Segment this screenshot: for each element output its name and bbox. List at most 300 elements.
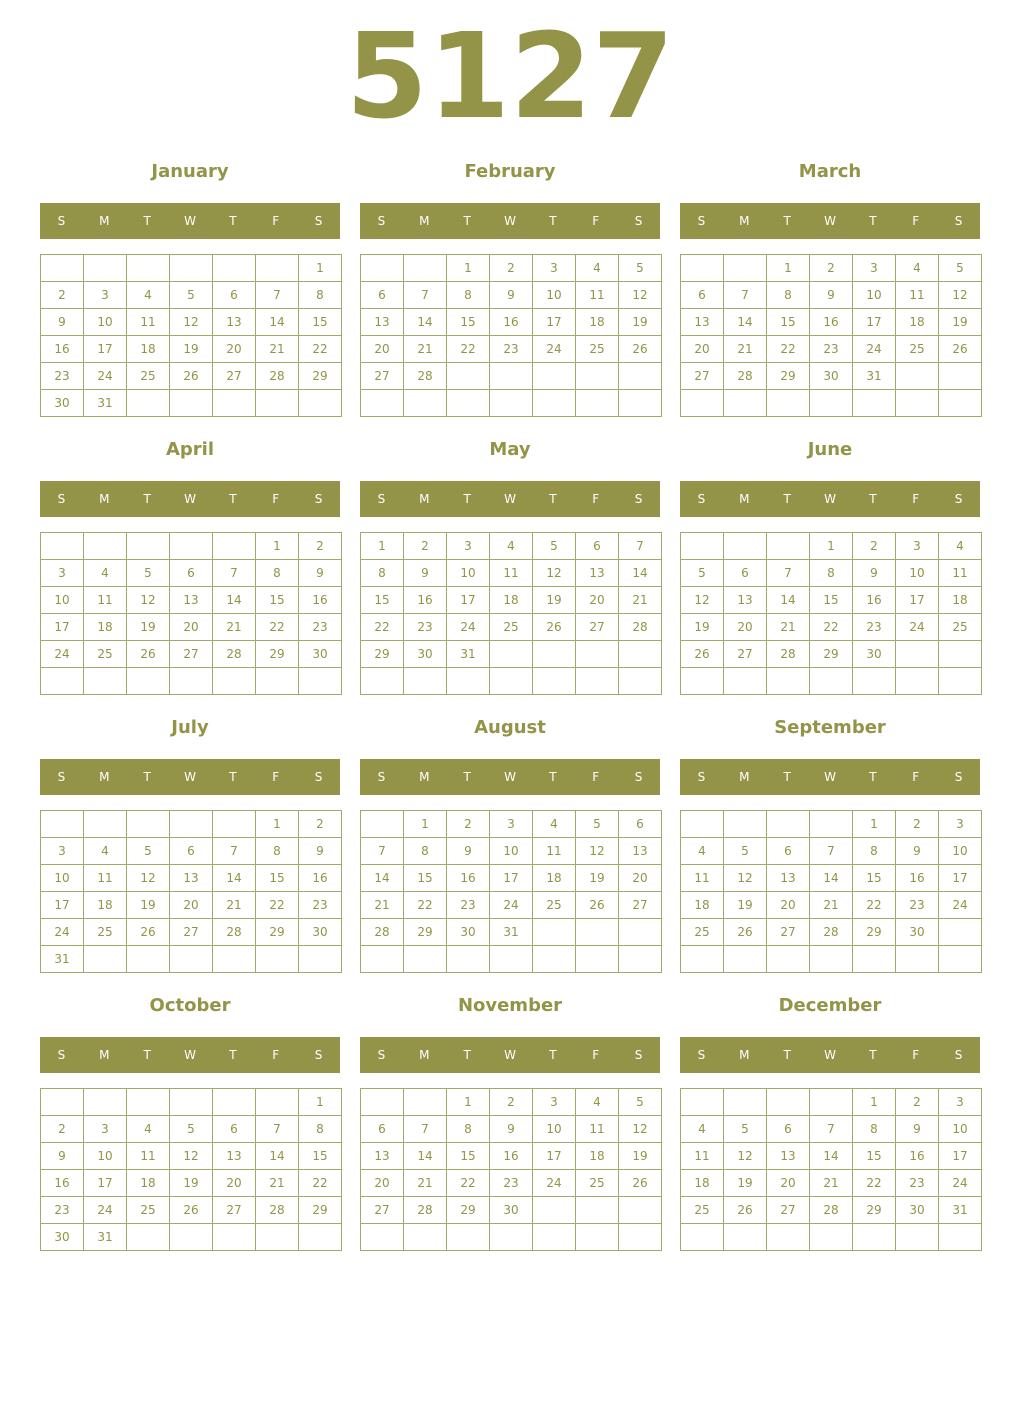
- empty-cell: [256, 1224, 299, 1251]
- day-cell: 18: [127, 336, 170, 363]
- day-cell: 23: [447, 892, 490, 919]
- month-name: October: [149, 995, 231, 1016]
- empty-cell: [767, 946, 810, 973]
- day-cell: 22: [256, 614, 299, 641]
- week-row: [41, 1116, 342, 1143]
- day-cell: 16: [41, 336, 84, 363]
- day-cell: 3: [41, 838, 84, 865]
- day-cell: 25: [127, 1197, 170, 1224]
- empty-cell: [213, 255, 256, 282]
- day-cell: 26: [619, 336, 662, 363]
- day-cell: 10: [84, 309, 127, 336]
- empty-cell: [213, 533, 256, 560]
- day-cell: 25: [576, 336, 619, 363]
- day-cell: 19: [939, 309, 982, 336]
- day-cell: 11: [681, 1143, 724, 1170]
- day-grid: [360, 532, 662, 695]
- weekday-header: [40, 1037, 340, 1073]
- empty-cell: [939, 919, 982, 946]
- day-cell: 28: [256, 1197, 299, 1224]
- empty-cell: [447, 668, 490, 695]
- day-cell: 27: [170, 641, 213, 668]
- weekday-label: S: [57, 770, 66, 784]
- weekday-header: [40, 759, 340, 795]
- week-row: [681, 946, 982, 973]
- day-cell: 25: [939, 614, 982, 641]
- day-cell: 17: [896, 587, 939, 614]
- weekday-label: M: [739, 214, 750, 228]
- day-cell: 2: [299, 811, 342, 838]
- empty-cell: [447, 1224, 490, 1251]
- day-cell: 6: [619, 811, 662, 838]
- day-cell: 22: [853, 892, 896, 919]
- month-name: February: [464, 161, 556, 182]
- week-row: [681, 309, 982, 336]
- week-row: [41, 1089, 342, 1116]
- day-cell: 11: [127, 1143, 170, 1170]
- day-grid: [680, 254, 982, 417]
- day-cell: 26: [724, 919, 767, 946]
- day-cell: 15: [361, 587, 404, 614]
- day-cell: 19: [576, 865, 619, 892]
- day-cell: 30: [447, 919, 490, 946]
- empty-cell: [447, 946, 490, 973]
- day-cell: 30: [404, 641, 447, 668]
- empty-cell: [41, 533, 84, 560]
- week-row: [361, 614, 662, 641]
- day-cell: 9: [810, 282, 853, 309]
- empty-cell: [810, 390, 853, 417]
- weekday-label: S: [954, 214, 963, 228]
- day-cell: 17: [853, 309, 896, 336]
- month-name: January: [151, 161, 229, 182]
- day-cell: 10: [533, 282, 576, 309]
- week-row: [681, 892, 982, 919]
- week-row: [681, 1197, 982, 1224]
- day-cell: 1: [256, 811, 299, 838]
- day-cell: 6: [361, 1116, 404, 1143]
- day-cell: 3: [533, 255, 576, 282]
- day-cell: 13: [170, 587, 213, 614]
- weekday-header: [360, 203, 660, 239]
- empty-cell: [170, 390, 213, 417]
- day-cell: 7: [213, 560, 256, 587]
- day-cell: 21: [361, 892, 404, 919]
- day-cell: 26: [170, 363, 213, 390]
- day-cell: 23: [896, 1170, 939, 1197]
- empty-cell: [361, 946, 404, 973]
- day-cell: 2: [810, 255, 853, 282]
- week-row: [361, 838, 662, 865]
- weekday-header: [360, 1037, 660, 1073]
- day-cell: 15: [256, 587, 299, 614]
- day-cell: 15: [853, 1143, 896, 1170]
- week-row: [361, 363, 662, 390]
- day-cell: 24: [490, 892, 533, 919]
- day-cell: 12: [576, 838, 619, 865]
- day-cell: 16: [853, 587, 896, 614]
- day-cell: 6: [576, 533, 619, 560]
- weekday-label: F: [912, 214, 920, 228]
- week-row: [361, 1197, 662, 1224]
- day-cell: 23: [896, 892, 939, 919]
- day-cell: 5: [533, 533, 576, 560]
- weekday-header: [680, 203, 980, 239]
- weekday-label: S: [954, 1048, 963, 1062]
- day-cell: 4: [896, 255, 939, 282]
- day-cell: 26: [939, 336, 982, 363]
- month-name: July: [171, 717, 209, 738]
- week-row: [361, 390, 662, 417]
- day-cell: 12: [724, 1143, 767, 1170]
- day-cell: 24: [84, 363, 127, 390]
- day-cell: 13: [213, 1143, 256, 1170]
- day-cell: 9: [853, 560, 896, 587]
- day-cell: 16: [896, 1143, 939, 1170]
- day-cell: 17: [939, 1143, 982, 1170]
- day-cell: 10: [41, 865, 84, 892]
- day-cell: 19: [724, 1170, 767, 1197]
- month-name: November: [457, 995, 563, 1016]
- empty-cell: [533, 919, 576, 946]
- day-cell: 4: [576, 255, 619, 282]
- weekday-label: T: [869, 214, 877, 228]
- month-name: December: [778, 995, 882, 1016]
- day-cell: 28: [724, 363, 767, 390]
- day-cell: 13: [170, 865, 213, 892]
- day-cell: 29: [447, 1197, 490, 1224]
- weekday-label: M: [739, 492, 750, 506]
- empty-cell: [127, 1089, 170, 1116]
- day-cell: 30: [41, 1224, 84, 1251]
- day-cell: 16: [447, 865, 490, 892]
- empty-cell: [939, 946, 982, 973]
- day-cell: 15: [447, 309, 490, 336]
- weekday-header: [360, 481, 660, 517]
- day-cell: 22: [447, 336, 490, 363]
- day-cell: 4: [490, 533, 533, 560]
- day-cell: 5: [681, 560, 724, 587]
- week-row: [681, 255, 982, 282]
- day-cell: 5: [127, 838, 170, 865]
- day-cell: 20: [361, 1170, 404, 1197]
- week-row: [361, 641, 662, 668]
- empty-cell: [84, 668, 127, 695]
- day-cell: 30: [41, 390, 84, 417]
- day-cell: 12: [127, 865, 170, 892]
- empty-cell: [127, 946, 170, 973]
- day-cell: 29: [767, 363, 810, 390]
- empty-cell: [84, 1089, 127, 1116]
- week-row: [41, 363, 342, 390]
- day-cell: 10: [939, 838, 982, 865]
- day-cell: 1: [853, 1089, 896, 1116]
- weekday-label: W: [504, 770, 516, 784]
- day-cell: 19: [127, 614, 170, 641]
- day-cell: 7: [404, 282, 447, 309]
- day-cell: 21: [213, 892, 256, 919]
- day-cell: 20: [724, 614, 767, 641]
- day-grid: [360, 810, 662, 973]
- weekday-label: T: [869, 492, 877, 506]
- empty-cell: [170, 255, 213, 282]
- weekday-header: [360, 759, 660, 795]
- day-cell: 6: [724, 560, 767, 587]
- week-row: [361, 865, 662, 892]
- empty-cell: [299, 1224, 342, 1251]
- empty-cell: [490, 1224, 533, 1251]
- day-cell: 9: [490, 1116, 533, 1143]
- day-cell: 29: [404, 919, 447, 946]
- week-row: [41, 1170, 342, 1197]
- day-cell: 3: [896, 533, 939, 560]
- weekday-label: T: [229, 1048, 237, 1062]
- empty-cell: [533, 363, 576, 390]
- day-cell: 24: [533, 336, 576, 363]
- day-cell: 7: [361, 838, 404, 865]
- weekday-label: S: [634, 1048, 643, 1062]
- empty-cell: [939, 668, 982, 695]
- weekday-label: T: [869, 770, 877, 784]
- day-cell: 9: [447, 838, 490, 865]
- empty-cell: [404, 255, 447, 282]
- weekday-label: T: [143, 214, 151, 228]
- empty-cell: [256, 255, 299, 282]
- day-cell: 11: [127, 309, 170, 336]
- week-row: [41, 811, 342, 838]
- weekday-label: T: [549, 492, 557, 506]
- day-cell: 14: [404, 309, 447, 336]
- day-grid: [360, 254, 662, 417]
- day-cell: 17: [41, 892, 84, 919]
- day-cell: 19: [170, 1170, 213, 1197]
- empty-cell: [127, 390, 170, 417]
- day-cell: 27: [767, 919, 810, 946]
- empty-cell: [810, 668, 853, 695]
- day-cell: 21: [256, 1170, 299, 1197]
- empty-cell: [533, 1197, 576, 1224]
- day-cell: 14: [619, 560, 662, 587]
- week-row: [361, 892, 662, 919]
- day-cell: 19: [619, 1143, 662, 1170]
- weekday-header: [680, 1037, 980, 1073]
- empty-cell: [724, 1089, 767, 1116]
- day-cell: 26: [533, 614, 576, 641]
- day-cell: 14: [724, 309, 767, 336]
- day-cell: 21: [810, 1170, 853, 1197]
- weekday-header: [40, 481, 340, 517]
- week-row: [41, 533, 342, 560]
- day-cell: 3: [84, 1116, 127, 1143]
- day-cell: 11: [84, 587, 127, 614]
- day-cell: 27: [576, 614, 619, 641]
- day-cell: 1: [853, 811, 896, 838]
- weekday-label: T: [463, 214, 471, 228]
- day-cell: 27: [724, 641, 767, 668]
- day-cell: 20: [170, 614, 213, 641]
- day-cell: 6: [213, 282, 256, 309]
- day-cell: 28: [810, 919, 853, 946]
- day-cell: 24: [41, 641, 84, 668]
- day-cell: 8: [256, 560, 299, 587]
- empty-cell: [256, 1089, 299, 1116]
- week-row: [41, 668, 342, 695]
- day-cell: 29: [853, 919, 896, 946]
- day-cell: 15: [256, 865, 299, 892]
- day-cell: 2: [404, 533, 447, 560]
- day-cell: 24: [939, 892, 982, 919]
- weekday-label: T: [463, 1048, 471, 1062]
- week-row: [681, 614, 982, 641]
- day-cell: 27: [213, 363, 256, 390]
- day-cell: 22: [256, 892, 299, 919]
- day-cell: 14: [767, 587, 810, 614]
- empty-cell: [853, 668, 896, 695]
- week-row: [361, 587, 662, 614]
- day-cell: 24: [447, 614, 490, 641]
- day-cell: 16: [299, 865, 342, 892]
- week-row: [41, 336, 342, 363]
- day-grid: [40, 810, 342, 973]
- weekday-label: S: [314, 214, 323, 228]
- week-row: [681, 919, 982, 946]
- empty-cell: [619, 1197, 662, 1224]
- day-cell: 24: [41, 919, 84, 946]
- weekday-label: S: [634, 770, 643, 784]
- empty-cell: [619, 363, 662, 390]
- empty-cell: [939, 1224, 982, 1251]
- day-grid: [680, 810, 982, 973]
- day-cell: 11: [84, 865, 127, 892]
- day-cell: 8: [447, 1116, 490, 1143]
- week-row: [361, 282, 662, 309]
- empty-cell: [619, 919, 662, 946]
- empty-cell: [619, 641, 662, 668]
- empty-cell: [681, 1089, 724, 1116]
- day-cell: 18: [681, 892, 724, 919]
- weekday-header: [40, 203, 340, 239]
- day-cell: 12: [170, 1143, 213, 1170]
- day-cell: 15: [447, 1143, 490, 1170]
- month-name: April: [165, 439, 215, 460]
- day-cell: 3: [490, 811, 533, 838]
- week-row: [41, 1197, 342, 1224]
- day-cell: 19: [127, 892, 170, 919]
- day-cell: 14: [256, 1143, 299, 1170]
- empty-cell: [84, 946, 127, 973]
- empty-cell: [256, 668, 299, 695]
- empty-cell: [447, 390, 490, 417]
- week-row: [361, 811, 662, 838]
- day-cell: 28: [619, 614, 662, 641]
- day-cell: 10: [853, 282, 896, 309]
- empty-cell: [576, 363, 619, 390]
- empty-cell: [767, 390, 810, 417]
- day-cell: 26: [127, 641, 170, 668]
- day-cell: 18: [84, 614, 127, 641]
- weekday-label: T: [143, 492, 151, 506]
- day-cell: 3: [533, 1089, 576, 1116]
- day-cell: 2: [490, 1089, 533, 1116]
- day-cell: 4: [84, 838, 127, 865]
- day-cell: 15: [299, 1143, 342, 1170]
- weekday-label: M: [99, 1048, 110, 1062]
- empty-cell: [84, 533, 127, 560]
- day-cell: 2: [896, 1089, 939, 1116]
- week-row: [361, 1089, 662, 1116]
- empty-cell: [896, 641, 939, 668]
- weekday-label: T: [783, 492, 791, 506]
- day-cell: 28: [256, 363, 299, 390]
- day-cell: 21: [213, 614, 256, 641]
- weekday-label: T: [463, 492, 471, 506]
- week-row: [41, 587, 342, 614]
- empty-cell: [170, 1089, 213, 1116]
- day-cell: 22: [853, 1170, 896, 1197]
- empty-cell: [939, 641, 982, 668]
- empty-cell: [939, 390, 982, 417]
- week-row: [41, 892, 342, 919]
- empty-cell: [490, 641, 533, 668]
- day-cell: 29: [256, 641, 299, 668]
- day-cell: 13: [681, 309, 724, 336]
- day-cell: 3: [939, 811, 982, 838]
- week-row: [41, 1224, 342, 1251]
- day-cell: 12: [127, 587, 170, 614]
- weekday-label: S: [697, 214, 706, 228]
- day-cell: 19: [619, 309, 662, 336]
- empty-cell: [619, 668, 662, 695]
- empty-cell: [170, 946, 213, 973]
- day-cell: 10: [490, 838, 533, 865]
- empty-cell: [213, 1224, 256, 1251]
- day-cell: 10: [84, 1143, 127, 1170]
- empty-cell: [127, 668, 170, 695]
- weekday-header: [680, 481, 980, 517]
- empty-cell: [170, 1224, 213, 1251]
- day-cell: 23: [299, 614, 342, 641]
- day-cell: 2: [490, 255, 533, 282]
- day-cell: 25: [84, 641, 127, 668]
- weekday-label: W: [184, 1048, 196, 1062]
- weekday-label: W: [184, 770, 196, 784]
- weekday-label: T: [463, 770, 471, 784]
- empty-cell: [724, 811, 767, 838]
- day-cell: 7: [810, 838, 853, 865]
- day-cell: 21: [810, 892, 853, 919]
- day-cell: 29: [256, 919, 299, 946]
- day-cell: 12: [533, 560, 576, 587]
- weekday-label: M: [99, 492, 110, 506]
- empty-cell: [127, 811, 170, 838]
- day-cell: 4: [681, 1116, 724, 1143]
- empty-cell: [213, 811, 256, 838]
- day-cell: 8: [810, 560, 853, 587]
- day-cell: 25: [681, 919, 724, 946]
- empty-cell: [84, 811, 127, 838]
- day-cell: 12: [619, 282, 662, 309]
- day-cell: 25: [84, 919, 127, 946]
- day-cell: 28: [404, 363, 447, 390]
- weekday-header: [680, 759, 980, 795]
- weekday-label: F: [272, 492, 280, 506]
- day-cell: 1: [404, 811, 447, 838]
- day-cell: 2: [447, 811, 490, 838]
- day-cell: 14: [213, 865, 256, 892]
- empty-cell: [127, 255, 170, 282]
- day-cell: 4: [84, 560, 127, 587]
- day-cell: 8: [853, 1116, 896, 1143]
